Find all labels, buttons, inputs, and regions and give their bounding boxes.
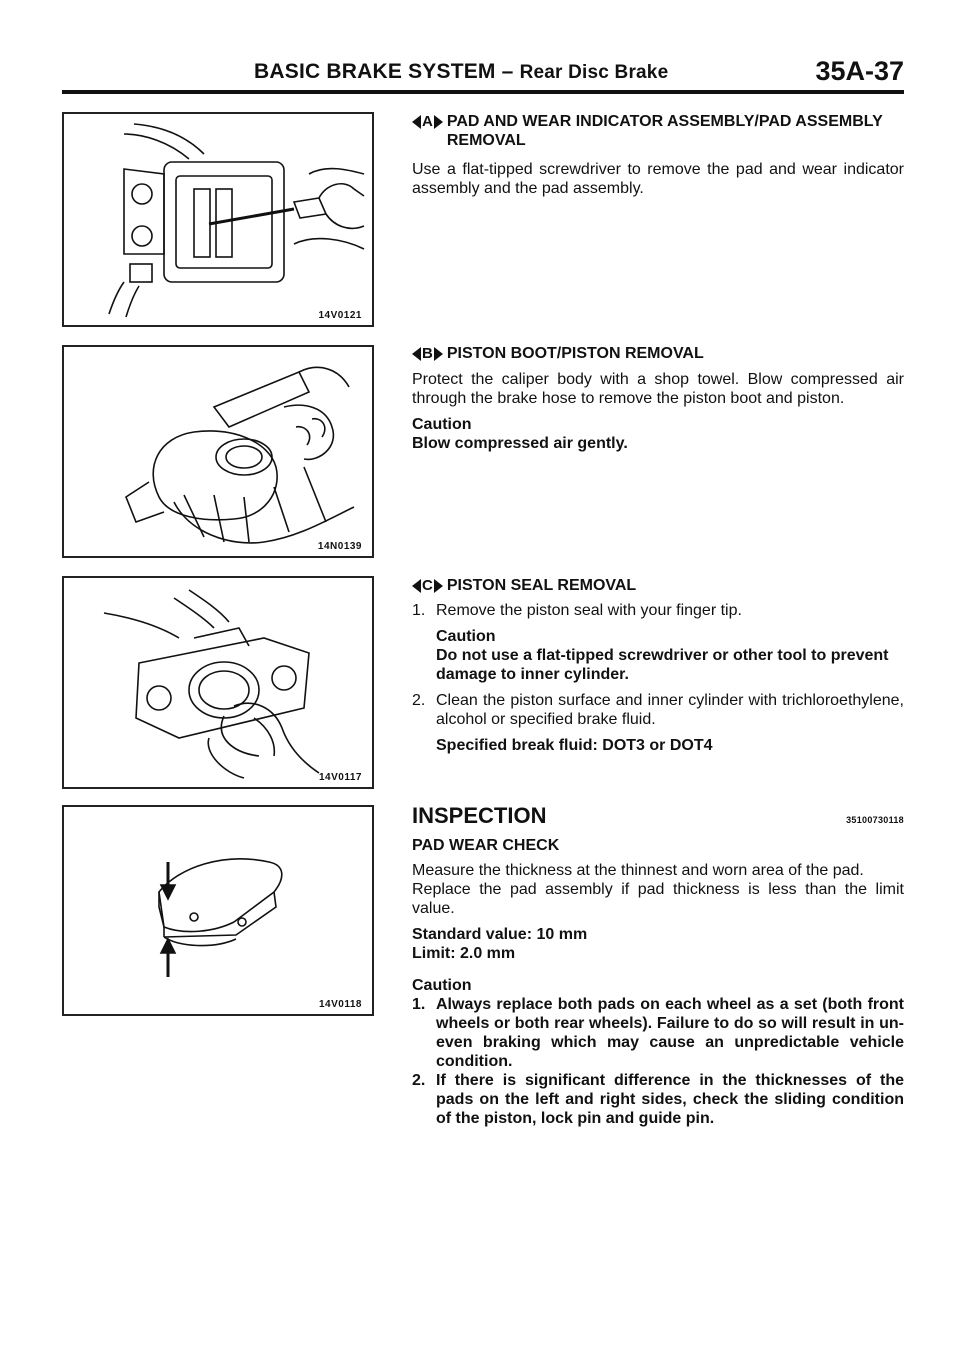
caution-item: 1. Always replace both pads on each wheel as a set (both front wheels or both rear wheels). Failure to do so will result in un-even braking which may cause an unpredictable vehicle condition. — [412, 996, 904, 1070]
section-pad-removal — [412, 112, 904, 198]
figure-pad-wear — [62, 805, 374, 1016]
section-heading — [412, 576, 904, 595]
caution-label: Caution — [436, 628, 496, 645]
pad-thickness-illustration — [64, 807, 372, 1014]
header-rule — [62, 90, 904, 94]
arrow-right-icon — [434, 579, 443, 593]
figure-id: 14V0121 — [318, 310, 362, 321]
limit-value: Limit: 2.0 mm — [412, 945, 516, 962]
list-item: 1. Remove the piston seal with your finger tip. Caution Do not use a flat-tipped screwdriver or other tool to prevent damage to inner cylinder. — [412, 601, 904, 684]
inspection-subhead: PAD WEAR CHECK — [412, 837, 560, 854]
section-title: PISTON SEAL REMOVAL — [446, 577, 637, 594]
section-title: PISTON BOOT/PISTON REMOVAL — [446, 345, 704, 362]
arrow-left-icon — [412, 115, 421, 129]
specification: Specified break fluid: DOT3 or DOT4 — [436, 737, 713, 754]
arrow-right-icon — [434, 115, 443, 129]
standard-value: Standard value: 10 mm — [412, 926, 588, 943]
figure-id: 14N0139 — [317, 541, 362, 552]
piston-seal-illustration — [64, 578, 372, 787]
section-badge: B — [412, 344, 443, 363]
inspection-code: 35100730118 — [846, 815, 904, 825]
figure-piston-seal — [62, 576, 374, 789]
arrow-left-icon — [412, 347, 421, 361]
section-inspection — [412, 803, 904, 1128]
inspection-heading-row — [412, 803, 904, 830]
caution-label: Caution — [412, 977, 472, 994]
list-item: 2. Clean the piston surface and inner cylinder with trichloroethylene, alcohol or specified brake fluid. Specified break fluid: DOT3 or DOT4 — [412, 692, 904, 754]
caution-label: Caution — [412, 416, 472, 433]
section-badge: C — [412, 576, 443, 595]
title-main: BASIC BRAKE SYSTEM — [254, 60, 496, 83]
caliper-screwdriver-illustration — [64, 114, 372, 325]
figure-piston-removal — [62, 345, 374, 558]
caliper-towel-illustration — [64, 347, 372, 556]
title-dash: – — [495, 60, 520, 83]
arrow-left-icon — [412, 579, 421, 593]
section-piston-seal — [412, 576, 904, 755]
figure-id: 14V0117 — [319, 772, 362, 783]
figure-id: 14V0118 — [319, 999, 362, 1010]
section-body: Protect the caliper body with a shop towel. Blow compressed air through the brake hose to remove the piston boot and piston. — [412, 371, 904, 407]
caution-text: Blow compressed air gently. — [412, 435, 628, 452]
inspection-title: INSPECTION — [412, 803, 547, 828]
section-heading — [412, 112, 904, 150]
title-sub: Rear Disc Brake — [519, 62, 669, 83]
section-badge: A — [412, 112, 443, 131]
page-title — [254, 60, 668, 84]
caution-text: Do not use a flat-tipped screwdriver or other tool to prevent damage to inner cylinder. — [436, 647, 889, 683]
section-heading — [412, 344, 904, 363]
section-title: PAD AND WEAR INDICATOR ASSEMBLY/PAD ASSEMBLY REMOVAL — [446, 113, 883, 149]
arrow-right-icon — [434, 347, 443, 361]
inspection-paragraph: Replace the pad assembly if pad thickness is less than the limit value. — [412, 881, 904, 917]
page-number: 35A-37 — [815, 56, 904, 86]
page-header — [62, 56, 904, 86]
inspection-paragraph: Measure the thickness at the thinnest and worn area of the pad. — [412, 862, 864, 879]
section-body: Use a flat-tipped screwdriver to remove the pad and wear indicator assembly and the pad assembly. — [412, 161, 904, 197]
figure-pad-removal — [62, 112, 374, 327]
section-piston-removal — [412, 344, 904, 453]
caution-item: 2. If there is significant difference in the thicknesses of the pads on the left and right sides, check the sliding condition of the piston, lock pin and guide pin. — [412, 1072, 904, 1127]
